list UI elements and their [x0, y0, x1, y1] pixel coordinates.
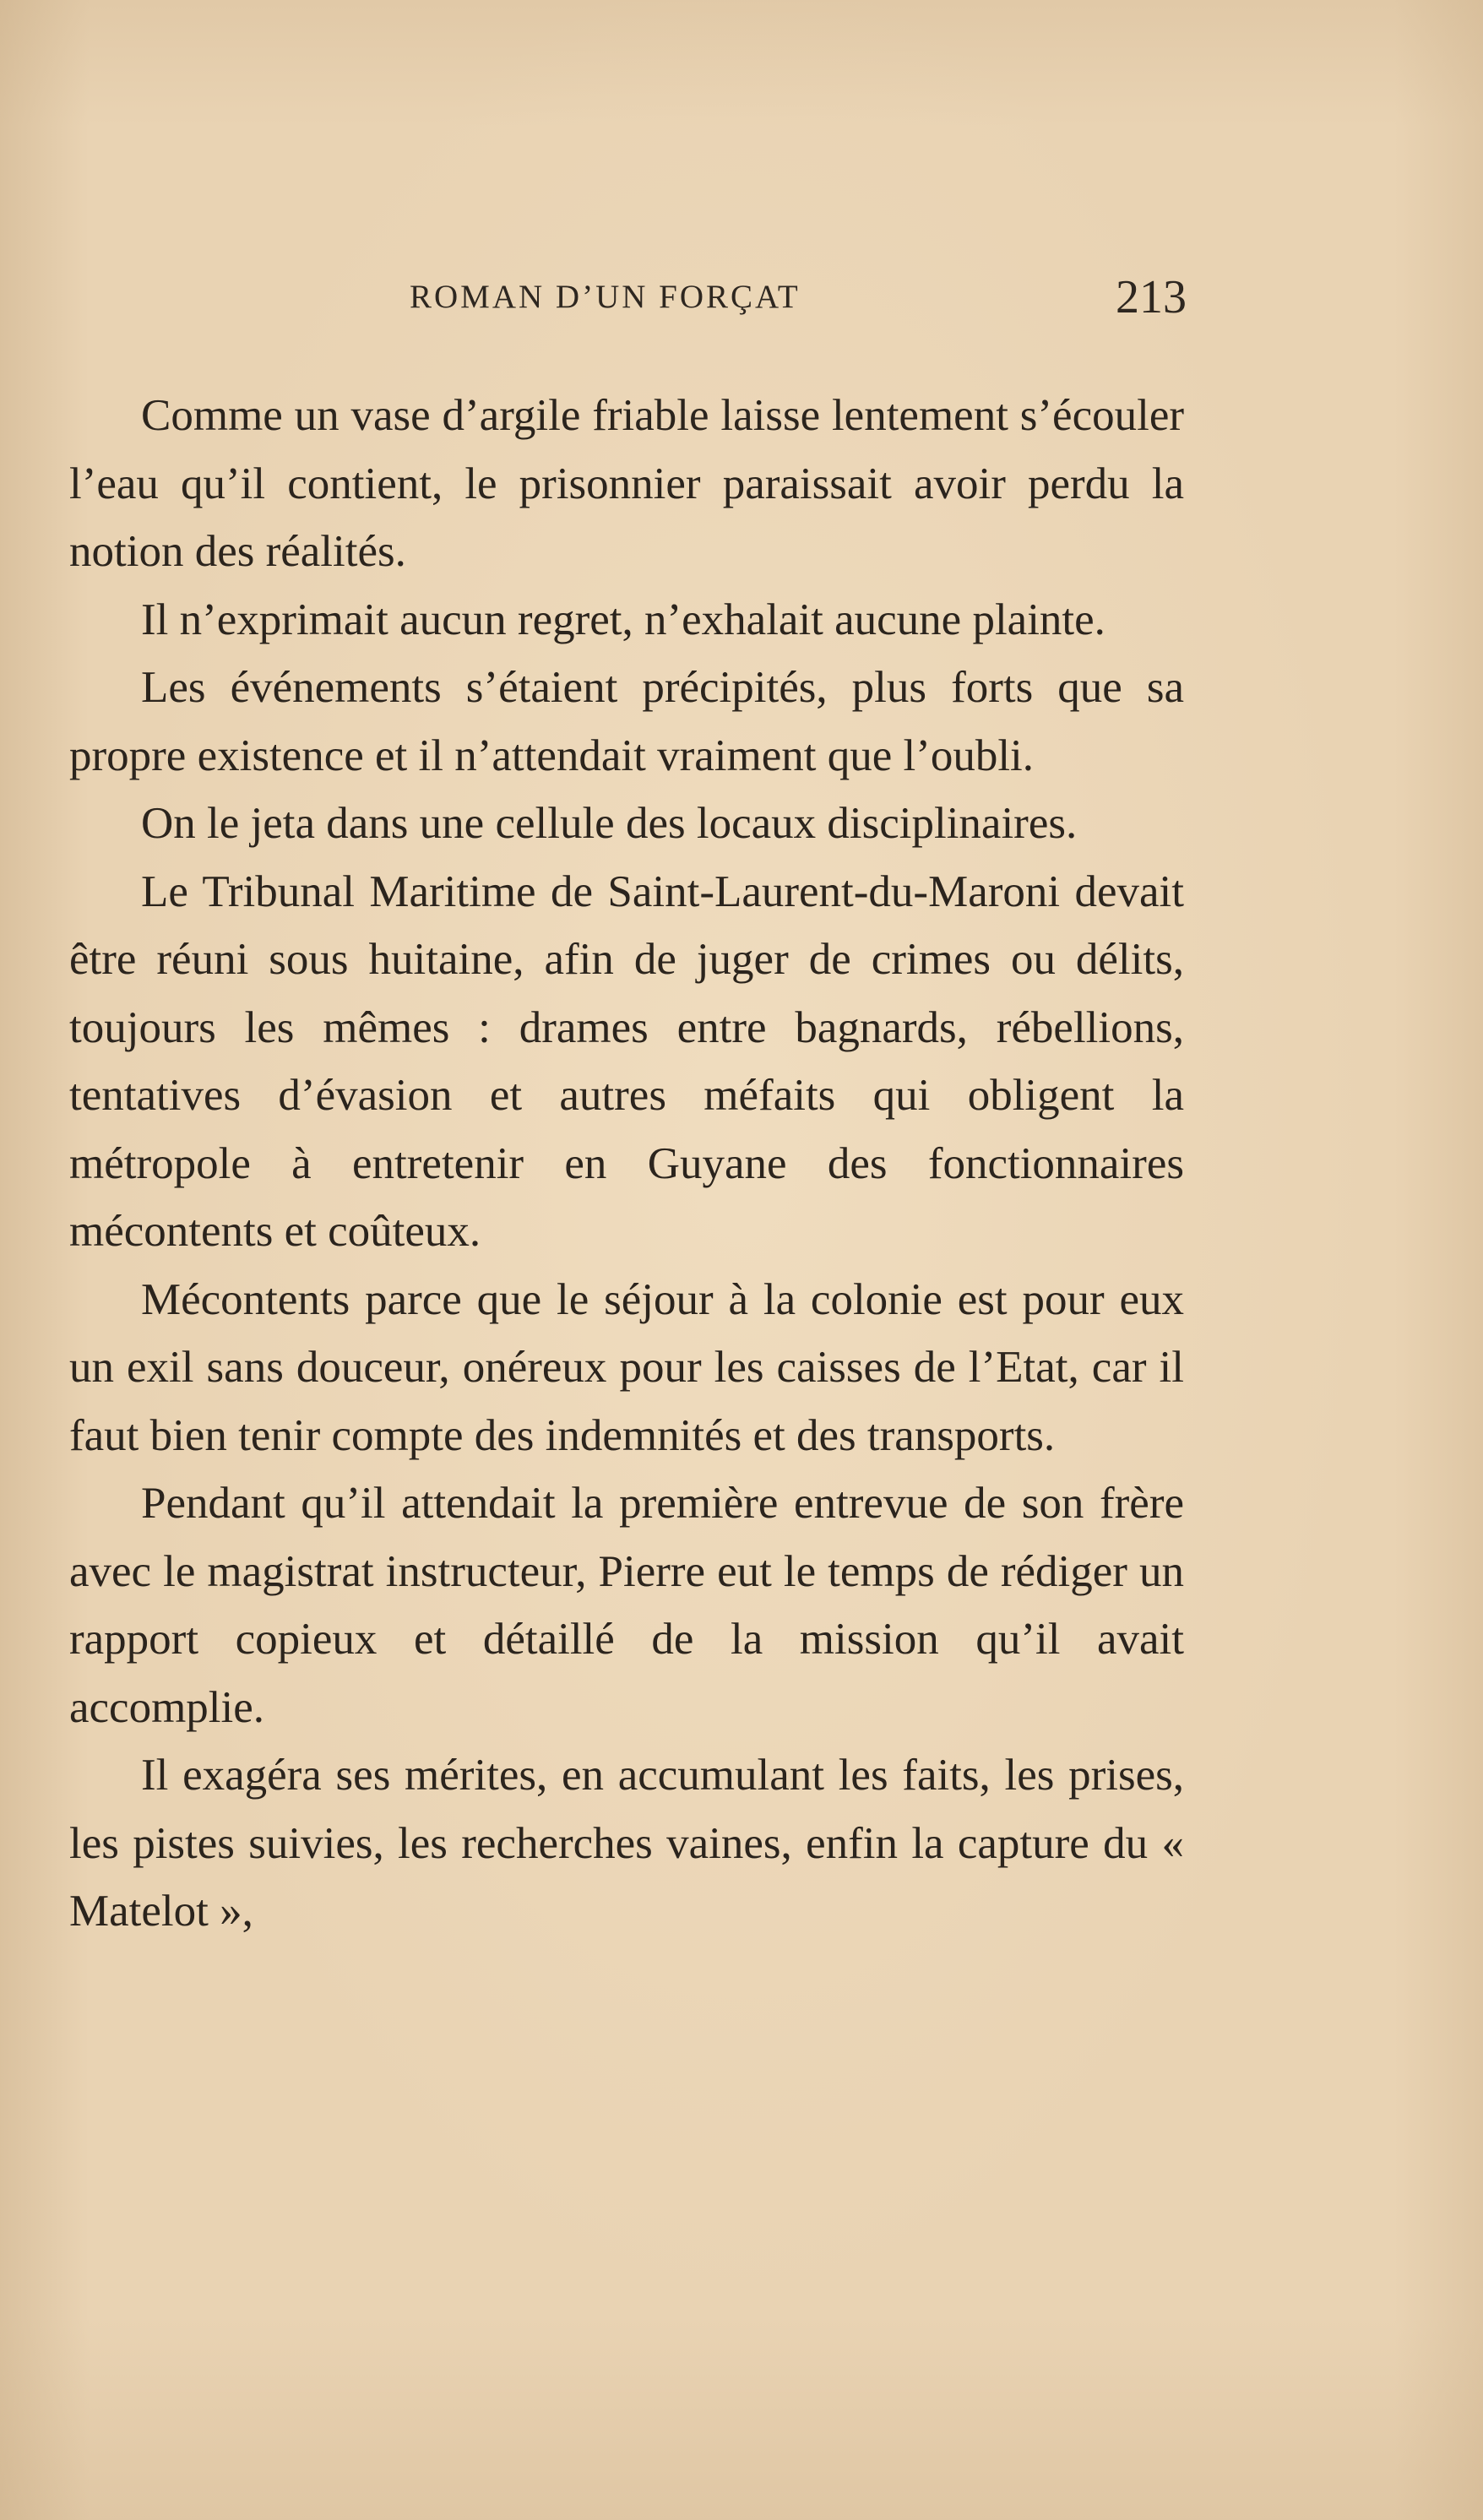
paragraph: Il exagéra ses mérites, en accumulant les faits, les prises, les pistes suivies, les recherches vaines, enfin la capture du « Matelot », — [69, 1751, 1184, 1936]
running-title: ROMAN D’UN FORÇAT — [410, 279, 801, 315]
paragraph: Il n’exprimait aucun regret, n’exhalait aucune plainte. — [141, 595, 1105, 644]
paragraph: Mécontents parce que le séjour à la colonie est pour eux un exil sans douceur, onéreux pour les caisses de l’Etat, car il faut bien tenir compte des indemnités et des transports. — [69, 1274, 1184, 1460]
paragraph: Le Tribunal Maritime de Saint-Laurent-du-Maroni devait être réuni sous huitaine, afin de juger de crimes ou délits, toujours les mêmes : drames entre bagnards, rébellions, tentatives d’évasion et autres méfaits qui obligent la métropole à entretenir en Guyane des fonctionnaires mécontents et coûteux. — [69, 866, 1184, 1256]
paragraph: Comme un vase d’argile friable laisse lentement s’écouler l’eau qu’il contient, le prisonnier paraissait avoir perdu la notion des réalités. — [69, 391, 1184, 576]
page-header — [148, 272, 1187, 323]
paragraph: Pendant qu’il attendait la première entrevue de son frère avec le magistrat instructeur, Pierre eut le temps de rédiger un rapport copieux et détaillé de la mission qu’il avait accomplie. — [69, 1479, 1184, 1732]
body-text — [69, 382, 1184, 1946]
paragraph: Les événements s’étaient précipités, plus forts que sa propre existence et il n’attendait vraiment que l’oubli. — [69, 663, 1184, 780]
page-number: 213 — [1116, 271, 1187, 323]
paragraph: On le jeta dans une cellule des locaux disciplinaires. — [141, 799, 1078, 848]
